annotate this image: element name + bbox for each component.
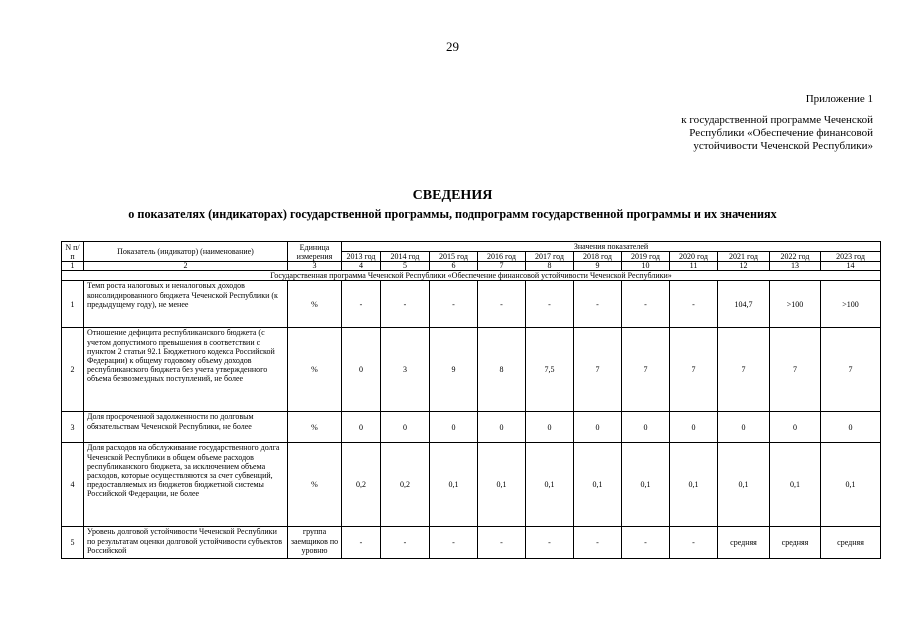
column-number: 14 [821,262,881,271]
row-value: 0,1 [574,443,622,527]
row-value: 0 [526,412,574,443]
document-subtitle: о показателях (индикаторах) государственной программы, подпрограмм государственной программы и их значениях [128,207,777,221]
row-value: 9 [430,328,478,412]
column-number: 5 [381,262,430,271]
row-indicator-name: Уровень долговой устойчивости Чеченской Республики по результатам оценки долговой устойчивости субъектов Российской [84,527,288,559]
appendix-line: устойчивости Чеченской Республики» [693,140,873,152]
row-value: 0 [821,412,881,443]
row-value: средняя [770,527,821,559]
row-value: 7 [622,328,670,412]
row-value: 3 [381,328,430,412]
row-value: 7 [670,328,718,412]
row-value: 7 [770,328,821,412]
row-value: >100 [821,281,881,328]
row-num: 4 [62,443,84,527]
column-number: 10 [622,262,670,271]
header-year: 2015 год [430,252,478,262]
row-indicator-name: Доля просроченной задолженности по долговым обязательствам Чеченской Республики, не более [84,412,288,443]
row-value: 0 [770,412,821,443]
row-value: - [381,281,430,328]
row-value: 0,1 [821,443,881,527]
row-value: 0 [381,412,430,443]
row-value: >100 [770,281,821,328]
row-value: 7,5 [526,328,574,412]
header-year: 2013 год [342,252,381,262]
row-unit: % [288,328,342,412]
row-value: - [622,281,670,328]
row-value: средняя [821,527,881,559]
column-number: 7 [478,262,526,271]
row-value: - [381,527,430,559]
header-year: 2018 год [574,252,622,262]
row-value: 0 [430,412,478,443]
document-title: СВЕДЕНИЯ [412,188,493,203]
header-num: N п/п [62,242,84,262]
row-value: - [526,527,574,559]
appendix-line: к государственной программе Чеченской [681,114,873,126]
row-value: 0,1 [670,443,718,527]
column-number-row [62,262,881,271]
header-year: 2020 год [670,252,718,262]
row-value: 0,1 [430,443,478,527]
header-unit: Единица измерения [288,242,342,262]
row-num: 5 [62,527,84,559]
row-value: - [478,527,526,559]
row-value: 8 [478,328,526,412]
row-value: 0,1 [622,443,670,527]
row-value: 0,2 [342,443,381,527]
table-row [62,443,881,527]
column-number: 3 [288,262,342,271]
row-value: - [342,281,381,328]
row-value: 0,1 [526,443,574,527]
appendix-title: Приложение 1 [805,93,873,105]
column-number: 2 [84,262,288,271]
row-value: 7 [574,328,622,412]
row-value: средняя [718,527,770,559]
header-year: 2023 год [821,252,881,262]
row-value: 0 [478,412,526,443]
header-year: 2017 год [526,252,574,262]
program-row [62,271,881,281]
header-year: 2021 год [718,252,770,262]
row-num: 1 [62,281,84,328]
row-value: 0 [574,412,622,443]
column-number: 11 [670,262,718,271]
program-title-cell: Государственная программа Чеченской Республики «Обеспечение финансовой устойчивости Чеченской Республики» [62,271,881,281]
header-year: 2022 год [770,252,821,262]
row-value: 0 [342,412,381,443]
indicators-table [61,241,881,559]
page-number: 29 [446,39,459,54]
row-value: 7 [821,328,881,412]
row-value: - [622,527,670,559]
row-num: 2 [62,328,84,412]
appendix-block [613,93,873,153]
row-value: 0,1 [770,443,821,527]
row-indicator-name: Темп роста налоговых и неналоговых доходов консолидированного бюджета Чеченской Республики (к предыдущему году), не менее [84,281,288,328]
row-value: 0 [670,412,718,443]
table-row [62,281,881,328]
column-number: 13 [770,262,821,271]
row-unit: % [288,281,342,328]
table-row [62,328,881,412]
column-number: 4 [342,262,381,271]
column-number: 8 [526,262,574,271]
header-year: 2016 год [478,252,526,262]
row-num: 3 [62,412,84,443]
row-value: - [574,281,622,328]
column-number: 9 [574,262,622,271]
column-number: 12 [718,262,770,271]
row-value: - [478,281,526,328]
row-value: - [342,527,381,559]
row-value: - [670,527,718,559]
row-value: 0,1 [478,443,526,527]
column-number: 6 [430,262,478,271]
row-value: 0,2 [381,443,430,527]
row-value: - [574,527,622,559]
row-value: 0 [342,328,381,412]
header-year: 2014 год [381,252,430,262]
header-row [62,242,881,252]
row-value: - [430,527,478,559]
row-indicator-name: Доля расходов на обслуживание государственного долга Чеченской Республики в общем объеме расходов республиканского бюджета, за исключением объема расходов, которые осуществляются за счет субвенций, предоставляемых из бюджетов бюджетной системы Российской Федерации, не более [84,443,288,527]
row-indicator-name: Отношение дефицита республиканского бюджета (с учетом допустимого превышения в соответствии с пунктом 2 статьи 92.1 Бюджетного кодекса Российской Федерации) к общему годовому объему доходов республиканского бюджета без учета утвержденного объема безвозмездных поступлений, не более [84,328,288,412]
column-number: 1 [62,262,84,271]
row-unit: % [288,412,342,443]
row-unit: группа заемщиков по уровню [288,527,342,559]
header-name: Показатель (индикатор) (наименование) [84,242,288,262]
row-value: - [430,281,478,328]
row-value: - [670,281,718,328]
row-value: 0,1 [718,443,770,527]
table-row [62,412,881,443]
row-unit: % [288,443,342,527]
appendix-line: Республики «Обеспечение финансовой [689,127,873,139]
table-row [62,527,881,559]
row-value: - [526,281,574,328]
header-values-group: Значения показателей [342,242,881,252]
row-value: 0 [622,412,670,443]
row-value: 7 [718,328,770,412]
header-year: 2019 год [622,252,670,262]
row-value: 0 [718,412,770,443]
row-value: 104,7 [718,281,770,328]
